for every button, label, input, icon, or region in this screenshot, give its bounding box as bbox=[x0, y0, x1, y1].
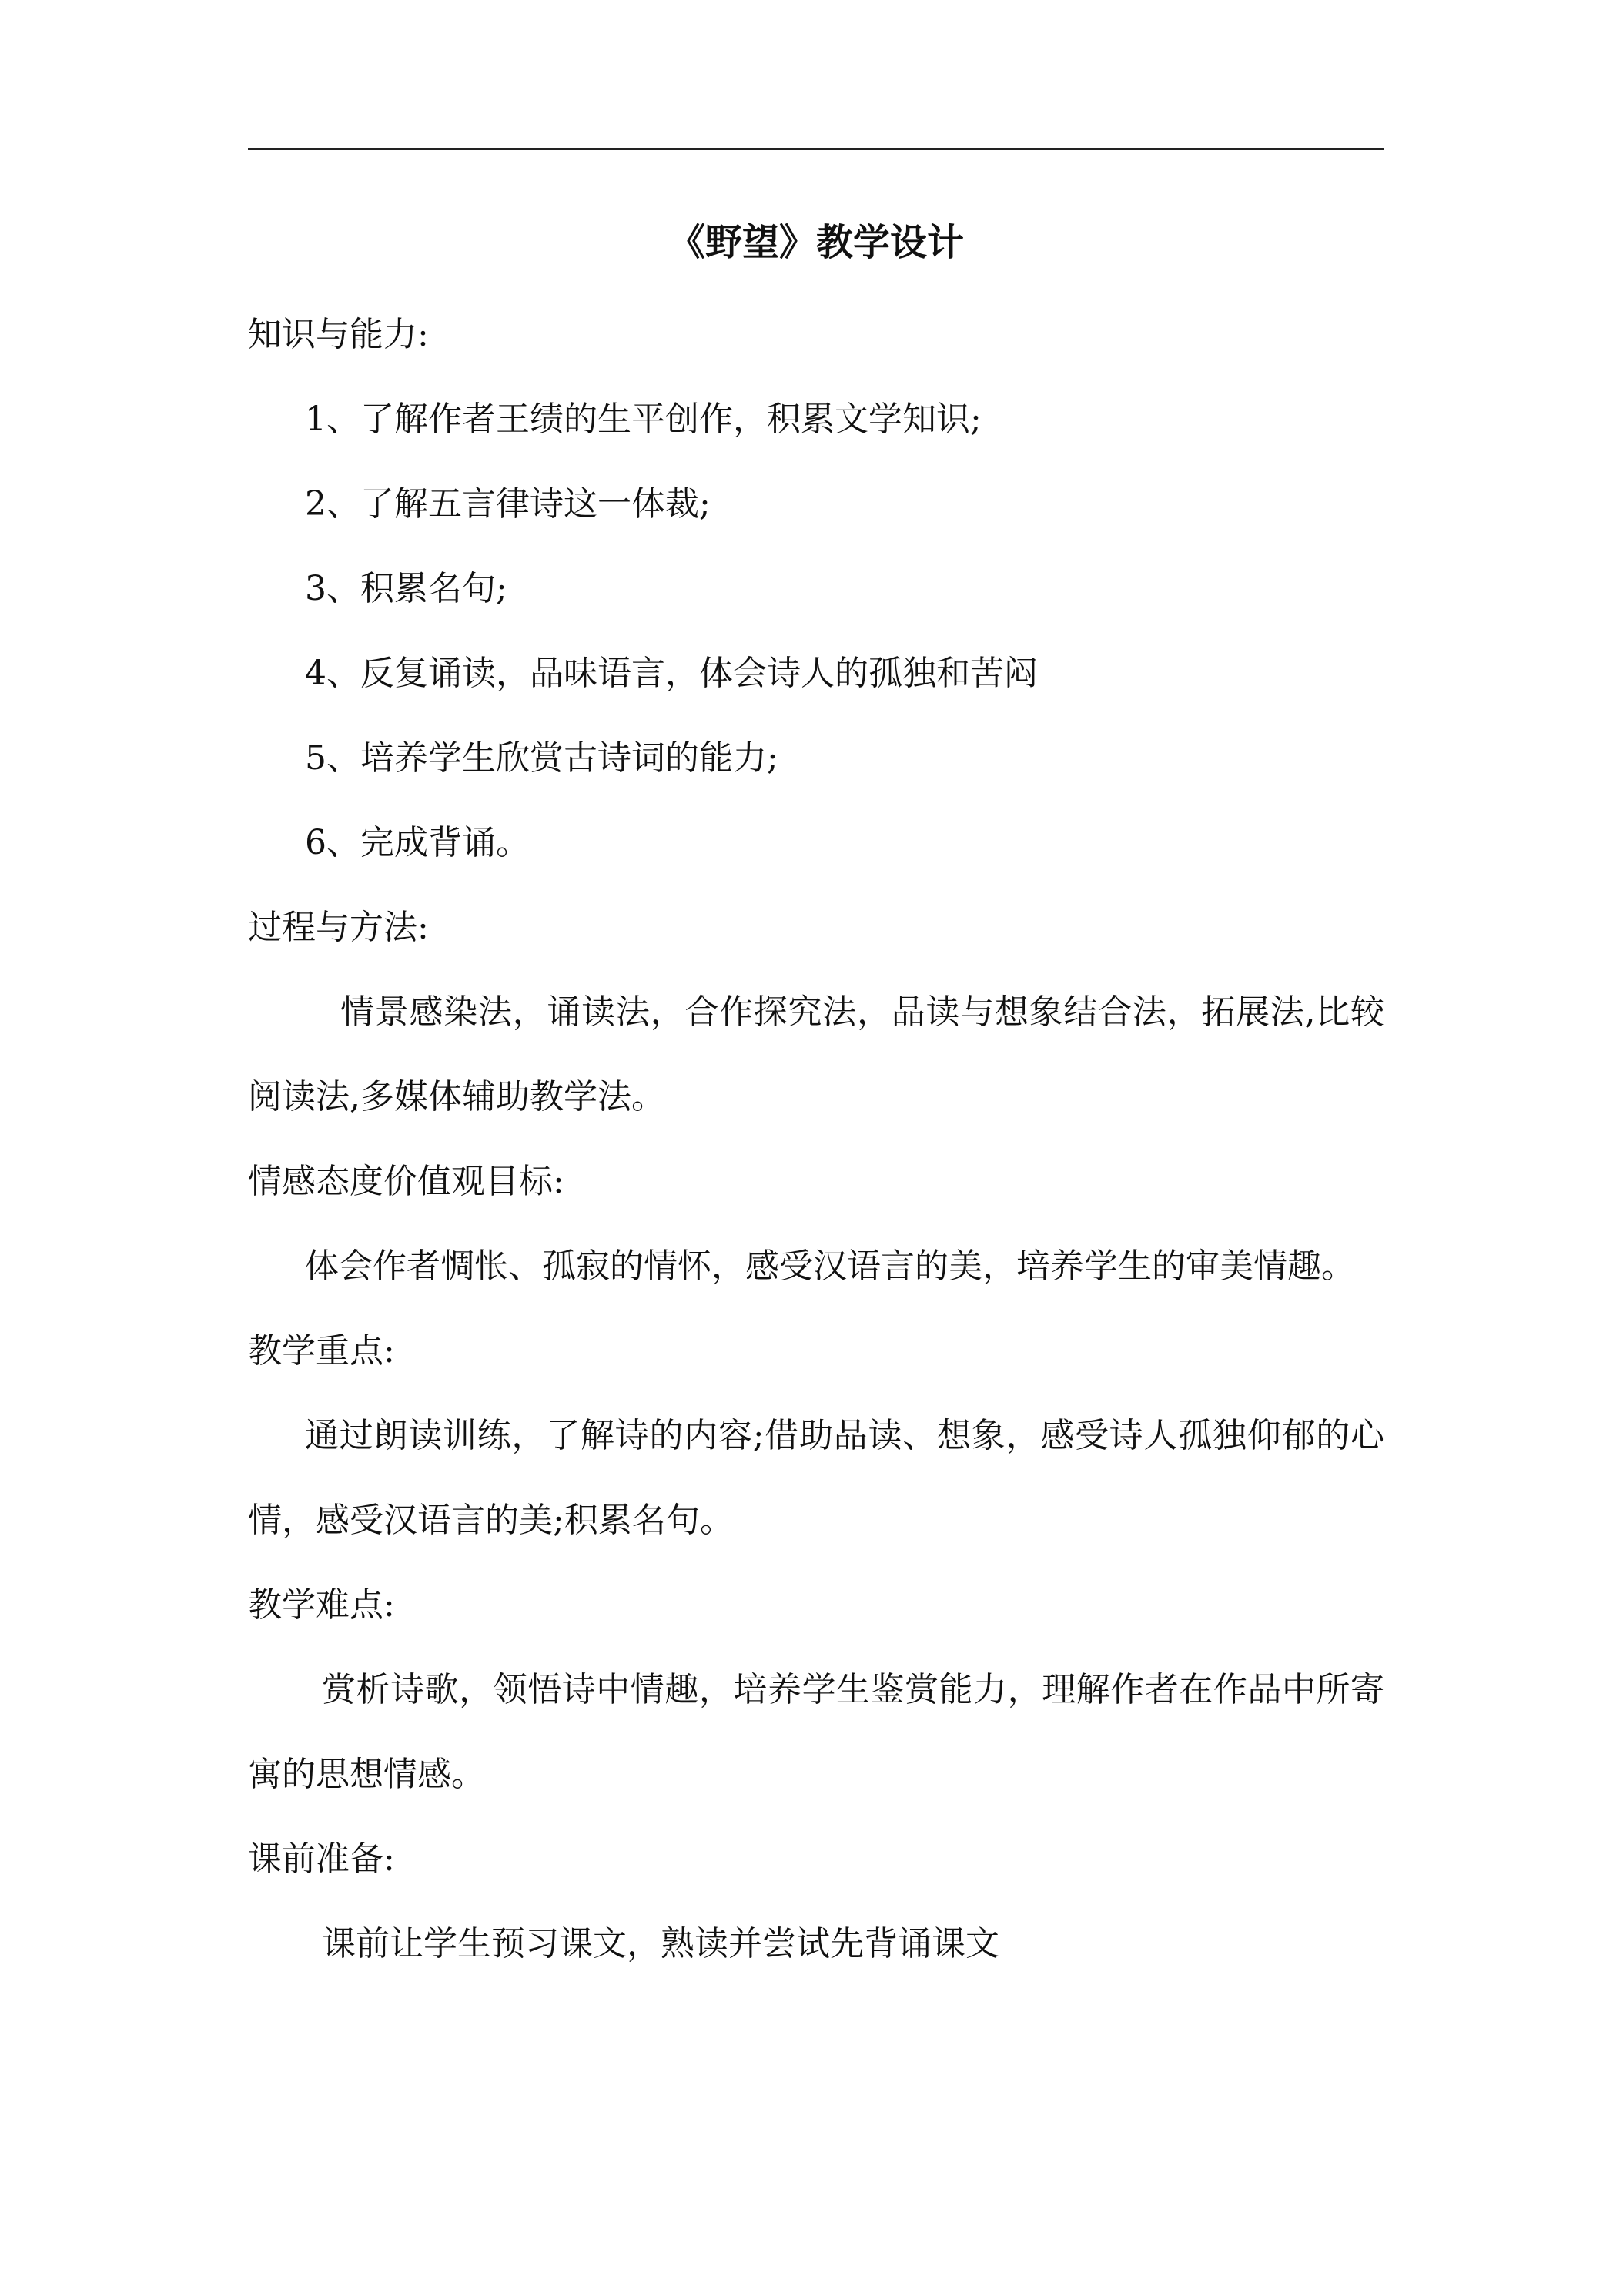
list-item: 3、积累名句; bbox=[305, 569, 507, 608]
list-item: 5、培养学生欣赏古诗词的能力; bbox=[305, 738, 778, 778]
document-body bbox=[248, 208, 1384, 1986]
section-heading-knowledge: 知识与能力: bbox=[248, 315, 429, 354]
header-rule bbox=[248, 148, 1384, 150]
section-heading-process: 过程与方法: bbox=[248, 908, 429, 947]
section-heading-preparation: 课前准备: bbox=[248, 1839, 395, 1879]
section-heading-emotion: 情感态度价值观目标: bbox=[248, 1162, 564, 1201]
section-body-emotion: 体会作者惆怅、孤寂的情怀，感受汉语言的美，培养学生的审美情趣。 bbox=[305, 1247, 1355, 1286]
section-body-preparation: 课前让学生预习课文，熟读并尝试先背诵课文 bbox=[322, 1924, 999, 1963]
section-heading-key-points: 教学重点: bbox=[248, 1331, 395, 1371]
section-heading-difficulties: 教学难点: bbox=[248, 1585, 395, 1625]
document-title: 《野望》教学设计 bbox=[668, 221, 964, 264]
section-body-difficulties: 赏析诗歌，领悟诗中情趣，培养学生鉴赏能力，理解作者在作品中所寄寓的思想情感。 bbox=[248, 1670, 1384, 1794]
list-item: 4、反复诵读，品味语言，体会诗人的孤独和苦闷 bbox=[305, 654, 1038, 693]
list-item: 6、完成背诵。 bbox=[305, 823, 530, 862]
list-item: 2、了解五言律诗这一体裁; bbox=[305, 484, 711, 524]
list-item: 1、了解作者王绩的生平创作，积累文学知识; bbox=[305, 400, 982, 439]
section-body-process: 情景感染法，诵读法，合作探究法，品读与想象结合法，拓展法,比较阅读法,多媒体辅助教学法。 bbox=[248, 992, 1384, 1116]
section-body-key-points: 通过朗读训练，了解诗的内容;借助品读、想象，感受诗人孤独仰郁的心情，感受汉语言的美;积累名句。 bbox=[248, 1416, 1384, 1540]
